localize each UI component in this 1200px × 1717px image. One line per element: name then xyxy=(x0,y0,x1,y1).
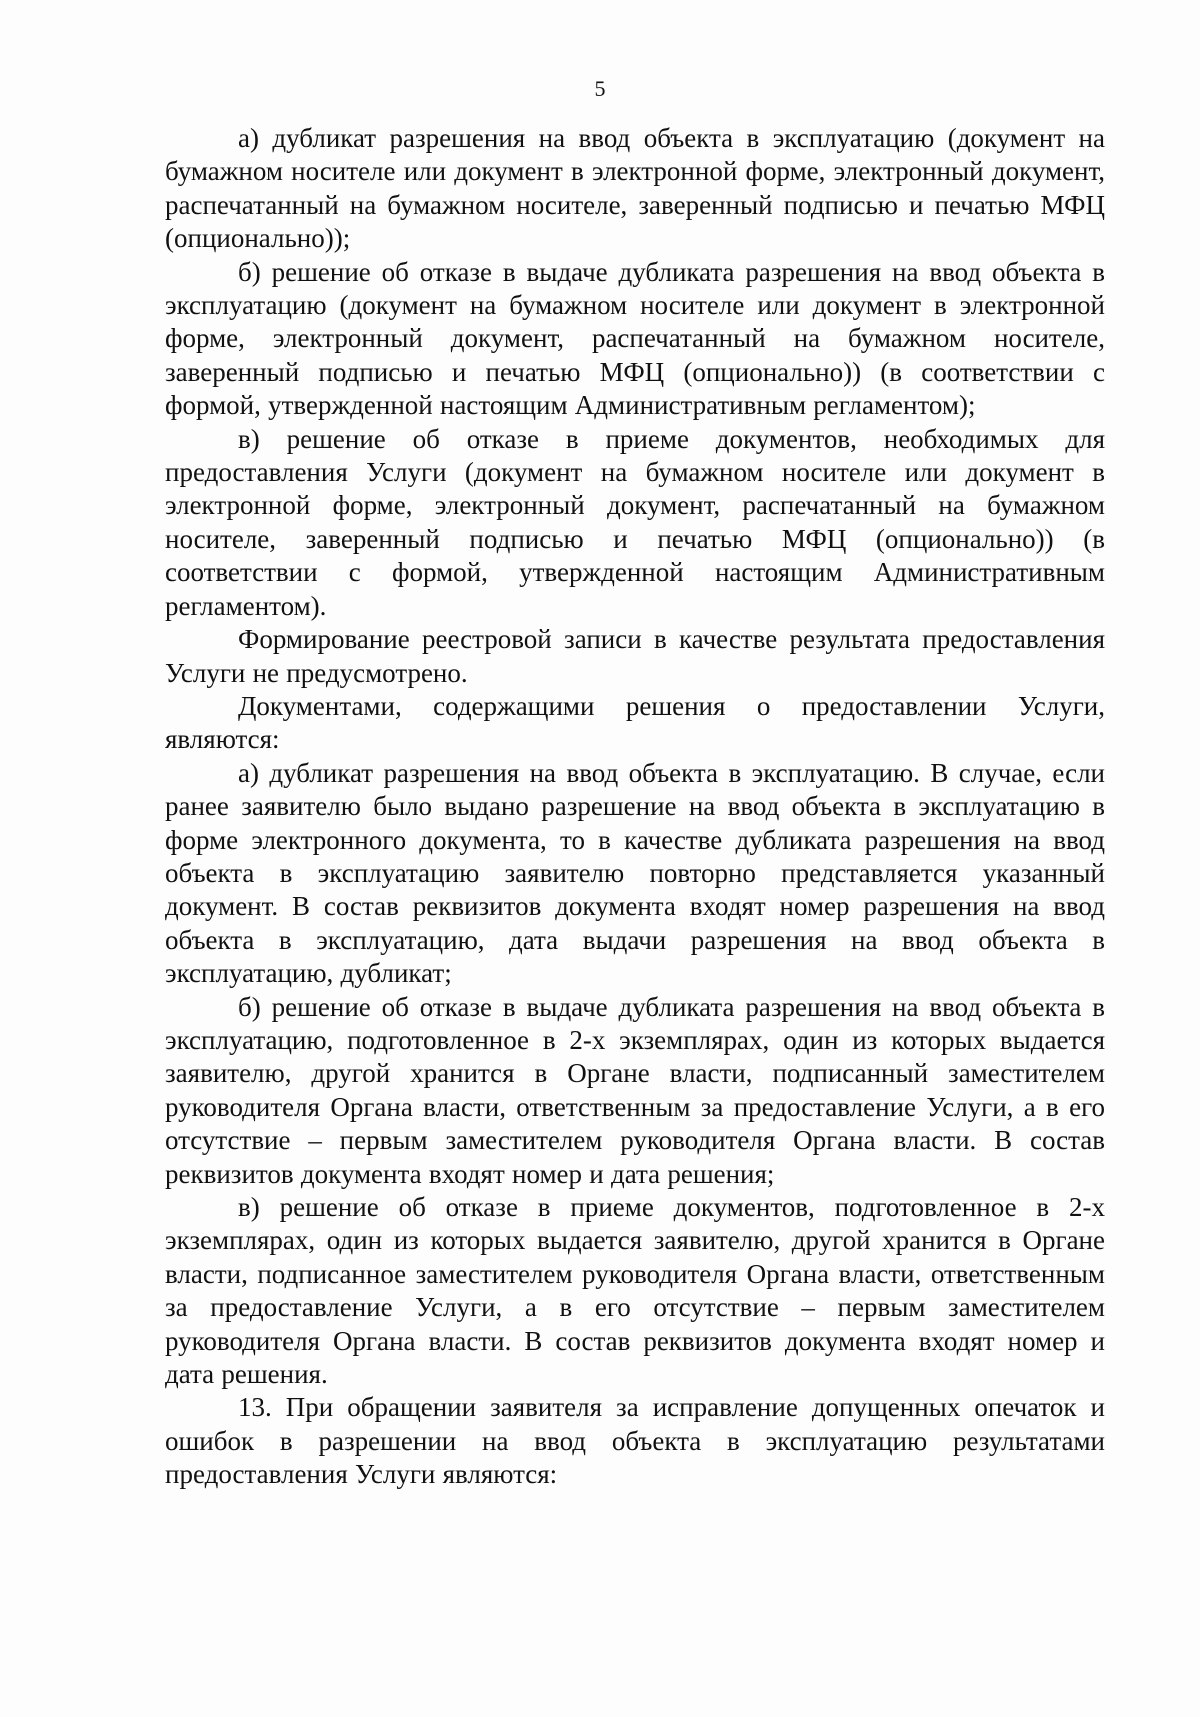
paragraph-refusal-documents: в) решение об отказе в приеме документов, необходимых для предоставления Услуги (документ на бумажном носителе или документ в электронной форме, электронный документ, распечатанный на бумажном носителе, заверенный подписью и печатью МФЦ (опционально)) (в соответствии с формой, утвержденной настоящим Административным регламентом). xyxy=(165,423,1105,621)
paragraph-section-13: 13. При обращении заявителя за исправление допущенных опечаток и ошибок в разрешении на ввод объекта в эксплуатацию результатами предоставления Услуги являются: xyxy=(165,1392,1105,1490)
paragraph-decision-documents: Документами, содержащими решения о предоставлении Услуги, являются: xyxy=(165,690,1105,755)
paragraph-registry-record: Формирование реестровой записи в качестве результата предоставления Услуги не предусмотрено. xyxy=(165,624,1105,688)
paragraph-duplicate-permit: а) дубликат разрешения на ввод объекта в эксплуатацию (документ на бумажном носителе или документ в электронной форме, электронный документ, распечатанный на бумажном носителе, заверенный подписью и печатью МФЦ (опционально)); xyxy=(165,123,1105,254)
paragraph-refusal-documents-details: в) решение об отказе в приеме документов, подготовленное в 2-х экземплярах, один из которых выдается заявителю, другой хранится в Органе власти, подписанное заместителем руководителя Органа власти, ответственным за предоставление Услуги, а в его отсутствие – первым заместителем руководителя Органа власти. В состав реквизитов документа входят номер и дата решения. xyxy=(165,1192,1105,1390)
document-body xyxy=(165,122,1105,1492)
page-number: 5 xyxy=(594,76,606,101)
paragraph-refusal-duplicate-details: б) решение об отказе в выдаче дубликата разрешения на ввод объекта в эксплуатацию, подготовленное в 2-х экземплярах, один из которых выдается заявителю, другой хранится в Органе власти, подписанный заместителем руководителя Органа власти, ответственным за предоставление Услуги, а в его отсутствие – первым заместителем руководителя Органа власти. В состав реквизитов документа входят номер и дата решения; xyxy=(165,991,1105,1189)
paragraph-refusal-duplicate: б) решение об отказе в выдаче дубликата разрешения на ввод объекта в эксплуатацию (документ на бумажном носителе или документ в электронной форме, электронный документ, распечатанный на бумажном носителе, заверенный подписью и печатью МФЦ (опционально)) (в соответствии с формой, утвержденной настоящим Административным регламентом); xyxy=(165,256,1105,421)
paragraph-duplicate-details: а) дубликат разрешения на ввод объекта в эксплуатацию. В случае, если ранее заявителю было выдано разрешение на ввод объекта в эксплуатацию в форме электронного документа, то в качестве дубликата разрешения на ввод объекта в эксплуатацию заявителю повторно представляется указанный документ. В состав реквизитов документа входят номер разрешения на ввод объекта в эксплуатацию, дата выдачи разрешения на ввод объекта в эксплуатацию, дубликат; xyxy=(165,757,1105,989)
